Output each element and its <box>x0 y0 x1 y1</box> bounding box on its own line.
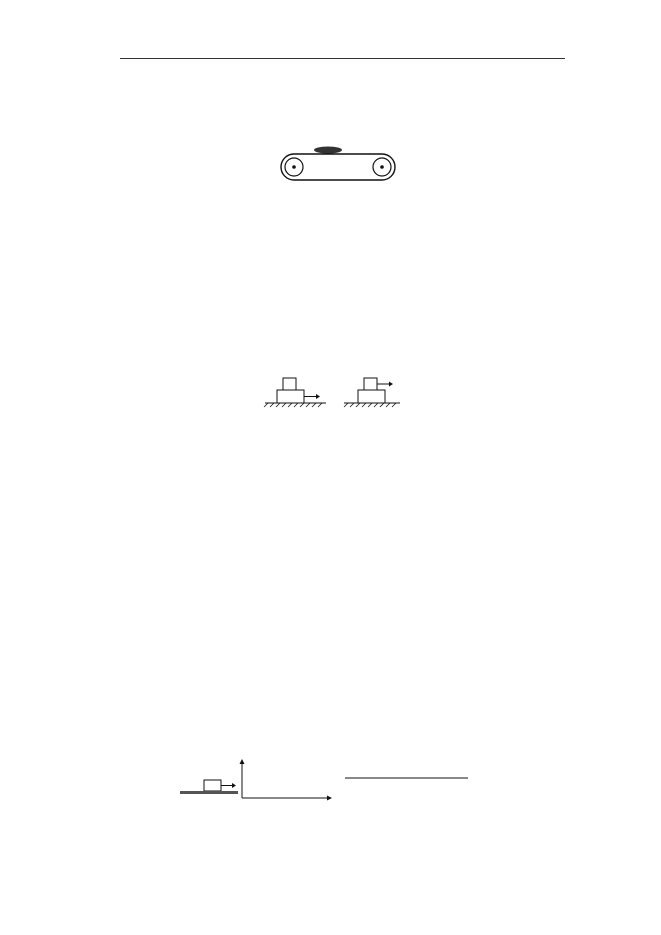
q4-fig-bing <box>340 758 472 824</box>
workpiece <box>314 147 342 154</box>
jia-block-b <box>283 378 296 390</box>
yi-block-b <box>364 378 377 390</box>
jia-block-a <box>277 390 304 403</box>
q4-fig-yi-graph <box>232 758 344 824</box>
q3-blocks-figure <box>262 376 407 420</box>
yi-block-a <box>358 390 385 403</box>
block <box>204 780 221 791</box>
q2-conveyor-figure <box>278 145 400 183</box>
ground <box>180 791 238 794</box>
q4-fig-jia <box>178 768 240 820</box>
header-divider <box>120 58 565 59</box>
